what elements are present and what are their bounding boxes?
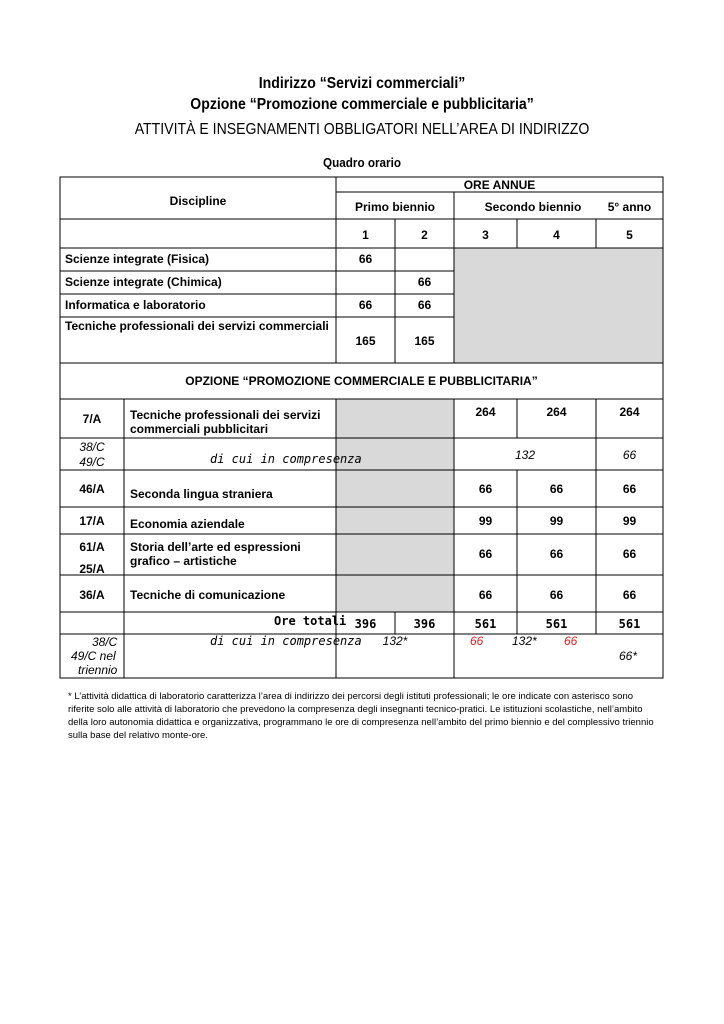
primo-biennio-header: Primo biennio bbox=[354, 200, 435, 214]
row-tecniche-name: Tecniche professionali dei servizi commerciali bbox=[65, 319, 329, 333]
tecniche-pubblicitari-line2: commerciali pubblicitari bbox=[130, 422, 269, 436]
year-5: 5 bbox=[626, 228, 633, 242]
row-tecniche-y2: 165 bbox=[414, 334, 435, 348]
year-2: 2 bbox=[421, 228, 428, 242]
economia-name: Economia aziendale bbox=[130, 517, 245, 531]
option-title: OPZIONE “PROMOZIONE COMMERCIALE E PUBBLICITARIA” bbox=[185, 374, 538, 388]
code-7a: 7/A bbox=[82, 412, 102, 426]
discipline-header: Discipline bbox=[169, 194, 227, 208]
quinto-anno-header: 5° anno bbox=[607, 200, 652, 214]
comunicazione-y3: 66 bbox=[478, 588, 493, 602]
tecniche-pubblicitari-line1: Tecniche professionali dei servizi bbox=[130, 408, 321, 422]
totali-y5: 561 bbox=[618, 617, 641, 631]
totali-y4: 561 bbox=[545, 617, 568, 631]
compresenza-secondo-biennio: 132* bbox=[512, 634, 537, 648]
comunicazione-y5: 66 bbox=[622, 588, 637, 602]
year-1: 1 bbox=[362, 228, 369, 242]
storia-y3: 66 bbox=[478, 547, 493, 561]
heading-opzione: Opzione “Promozione commerciale e pubblicitaria” bbox=[190, 96, 534, 113]
code-38c: 38/C bbox=[79, 440, 105, 454]
lingua-y4: 66 bbox=[549, 482, 564, 496]
compresenza-y5-star: 66* bbox=[619, 649, 638, 663]
code-49c-nel: 49/C nel bbox=[71, 649, 116, 663]
row-informatica-y1: 66 bbox=[358, 298, 373, 312]
row-fisica-name: Scienze integrate (Fisica) bbox=[65, 252, 210, 266]
row-chimica-name: Scienze integrate (Chimica) bbox=[65, 275, 222, 289]
shade-upper bbox=[454, 248, 663, 363]
totali-y2: 396 bbox=[413, 617, 436, 631]
code-17a: 17/A bbox=[79, 514, 105, 528]
storia-arte-line2: grafico – artistiche bbox=[130, 554, 237, 568]
row-chimica-y2: 66 bbox=[417, 275, 432, 289]
code-46a: 46/A bbox=[79, 482, 105, 496]
economia-y3: 99 bbox=[478, 514, 493, 528]
storia-arte-line1: Storia dell’arte ed espressioni bbox=[130, 540, 301, 554]
secondo-biennio-header: Secondo biennio bbox=[484, 200, 582, 214]
year-3: 3 bbox=[482, 228, 489, 242]
compresenza-y4-red: 66 bbox=[564, 634, 578, 648]
storia-y4: 66 bbox=[549, 547, 564, 561]
row-fisica-y1: 66 bbox=[358, 252, 373, 266]
totali-y3: 561 bbox=[474, 617, 497, 631]
compresenza-primo-biennio: 132* bbox=[382, 634, 408, 648]
ore-totali-label: Ore totali bbox=[274, 614, 347, 628]
heading-attivita: ATTIVITÀ E INSEGNAMENTI OBBLIGATORI NELL’AREA DI INDIRIZZO bbox=[134, 121, 590, 138]
tecniche-pubblicitari-y4: 264 bbox=[546, 405, 567, 419]
totali-y1: 396 bbox=[354, 617, 377, 631]
compresenza-triennio-label: di cui in compresenza bbox=[210, 634, 362, 648]
year-4: 4 bbox=[553, 228, 560, 242]
tecniche-pubblicitari-y5: 264 bbox=[619, 405, 640, 419]
code-36a: 36/A bbox=[79, 588, 105, 602]
row-tecniche-y1: 165 bbox=[355, 334, 376, 348]
lingua-straniera-name: Seconda lingua straniera bbox=[130, 487, 273, 501]
code-61a: 61/A bbox=[79, 540, 105, 554]
economia-y4: 99 bbox=[549, 514, 564, 528]
lingua-y3: 66 bbox=[478, 482, 493, 496]
compresenza-y5: 66 bbox=[622, 448, 637, 462]
footnote: * L’attività didattica di laboratorio caratterizza l’area di indirizzo dei percorsi degli istituti professionali; le ore indicate con asterisco sono riferite solo alle attività di laboratorio che prevedono la compresenza degli insegnanti tecnico-pratici. Le istituzioni scolastiche, nell’ambito della loro autonomia didattica e organizzativa, programmano le ore di compresenza nell’ambito del primo biennio e del complessivo triennio sulla base del relativo monte-ore. bbox=[68, 691, 654, 741]
row-informatica-y2: 66 bbox=[417, 298, 432, 312]
row-informatica-name: Informatica e laboratorio bbox=[65, 298, 206, 312]
comunicazione-y4: 66 bbox=[549, 588, 564, 602]
quadro-orario-title: Quadro orario bbox=[322, 155, 402, 170]
code-triennio: triennio bbox=[78, 663, 118, 677]
code-49c: 49/C bbox=[79, 455, 105, 469]
code-38c-triennio: 38/C bbox=[92, 635, 118, 649]
heading-indirizzo: Indirizzo “Servizi commerciali” bbox=[258, 75, 466, 92]
ore-annue-header: ORE ANNUE bbox=[463, 178, 536, 192]
lingua-y5: 66 bbox=[622, 482, 637, 496]
compresenza-label: di cui in compresenza bbox=[210, 452, 362, 466]
compresenza-y3-red: 66 bbox=[470, 634, 484, 648]
economia-y5: 99 bbox=[622, 514, 637, 528]
storia-y5: 66 bbox=[622, 547, 637, 561]
code-25a: 25/A bbox=[79, 562, 105, 576]
compresenza-y34: 132 bbox=[514, 448, 536, 462]
comunicazione-name: Tecniche di comunicazione bbox=[130, 588, 286, 602]
tecniche-pubblicitari-y3: 264 bbox=[475, 405, 496, 419]
shade-lower bbox=[336, 399, 454, 612]
